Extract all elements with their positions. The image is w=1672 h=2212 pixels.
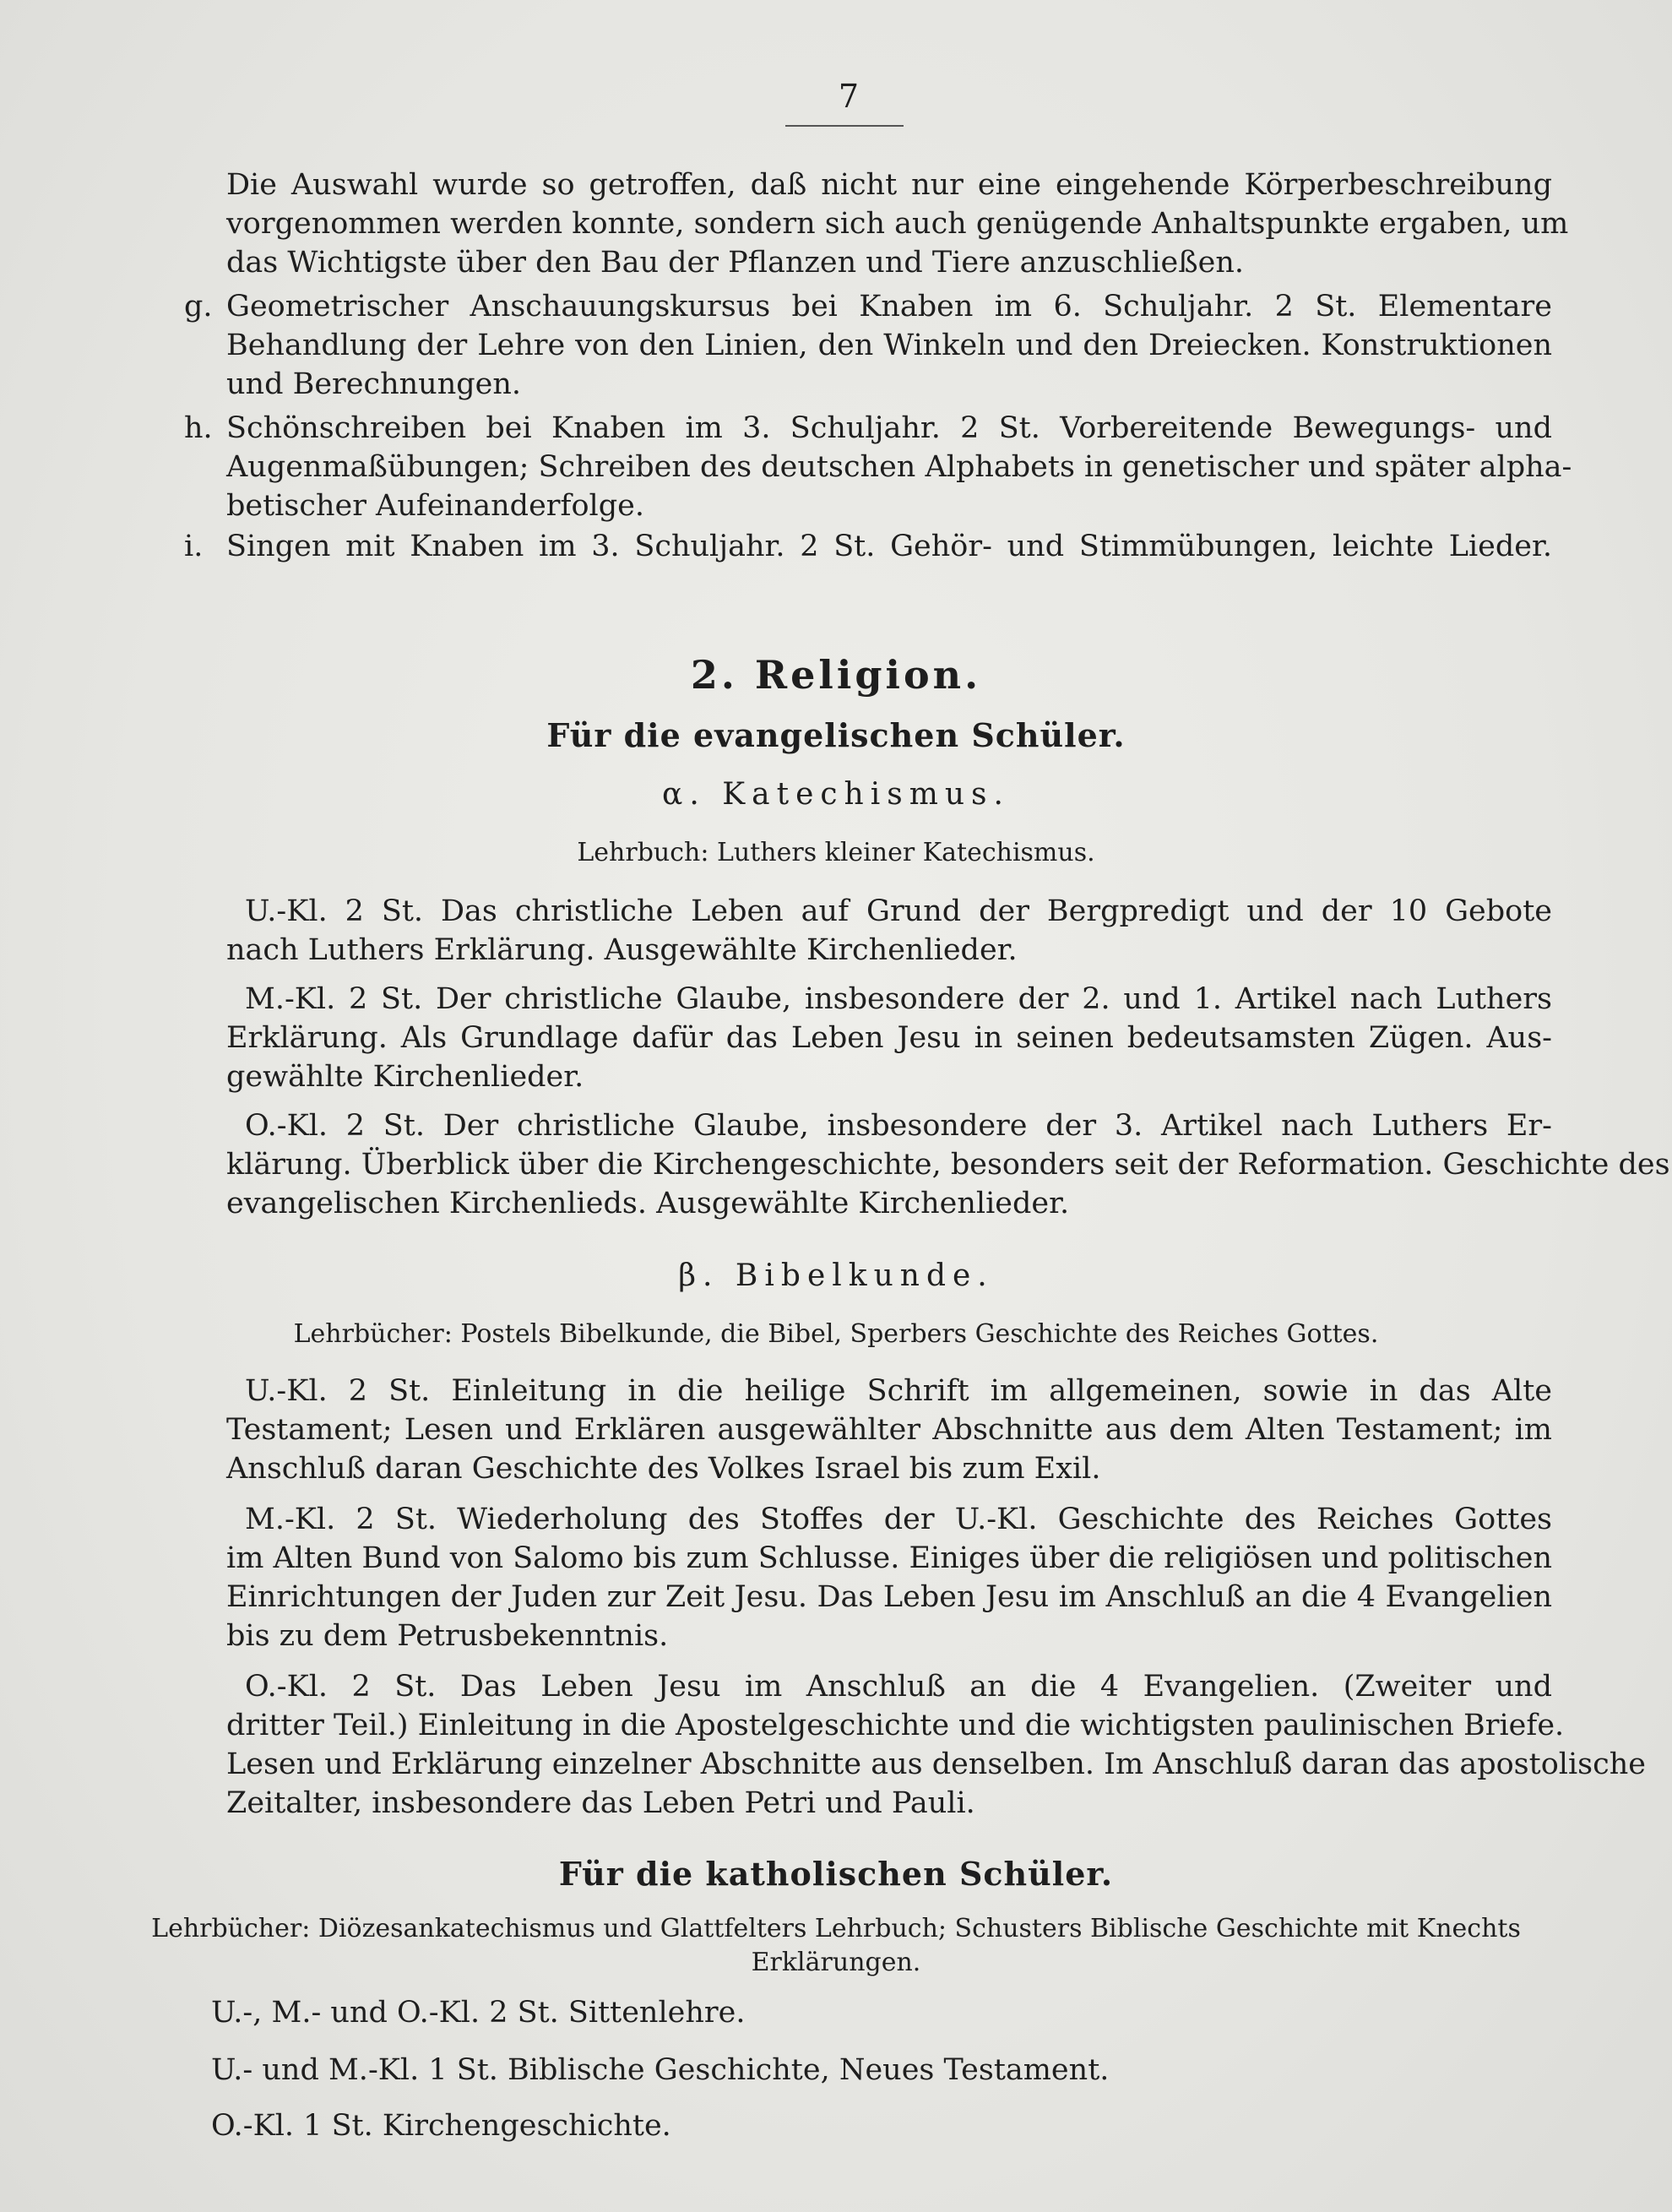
text-line: Lehrbücher: Diözesankatechismus und Glattfelters Lehrbuch; Schusters Biblische Geschichte mit Knechts — [151, 1914, 1521, 1943]
textbook-line: Lehrbücher: Postels Bibelkunde, die Bibel, Sperbers Geschichte des Reiches Gottes. — [293, 1319, 1379, 1349]
catholic-line: U.-, M.- und O.-Kl. 2 St. Sittenlehre. — [211, 1996, 746, 2030]
text-line: M.-Kl. 2 St. Der christliche Glaube, insbesondere der 2. und 1. Artikel nach Luthers — [245, 982, 1552, 1016]
catechism-heading: α. Katechismus. — [662, 777, 1010, 812]
text-line: Erklärungen. — [751, 1948, 921, 1977]
text-line: O.-Kl. 2 St. Der christliche Glaube, insbesondere der 3. Artikel nach Luthers Er- — [245, 1109, 1552, 1143]
item-letter: h. — [184, 411, 213, 445]
catholic-line: O.-Kl. 1 St. Kirchengeschichte. — [211, 2109, 671, 2143]
text-line: das Wichtigste über den Bau der Pflanzen und Tiere anzuschließen. — [226, 246, 1245, 280]
text-line: dritter Teil.) Einleitung in die Apostelgeschichte und die wichtigsten paulinischen Briefe. — [226, 1709, 1565, 1742]
text-line: U.-Kl. 2 St. Einleitung in die heilige Schrift im allgemeinen, sowie in das Alte — [245, 1374, 1552, 1408]
text-line: Die Auswahl wurde so getroffen, daß nicht nur eine eingehende Körperbeschreibung — [226, 168, 1552, 202]
text-line: klärung. Überblick über die Kirchengeschichte, besonders seit der Reformation. Geschichte des — [226, 1148, 1670, 1182]
text-line: Testament; Lesen und Erklären ausgewählter Abschnitte aus dem Alten Testament; im — [226, 1413, 1552, 1447]
text-line: evangelischen Kirchenlieds. Ausgewählte Kirchenlieder. — [226, 1187, 1070, 1220]
text-line: Geometrischer Anschauungskursus bei Knaben im 6. Schuljahr. 2 St. Elementare — [226, 290, 1552, 323]
catholic-line: U.- und M.-Kl. 1 St. Biblische Geschichte, Neues Testament. — [211, 2053, 1110, 2087]
catechism-para-o — [226, 1106, 1670, 1223]
text-line: Augenmaßübungen; Schreiben des deutschen Alphabets in genetischer und später alpha- — [226, 450, 1572, 484]
bible-para-m — [226, 1500, 1552, 1655]
text-line: und Berechnungen. — [226, 367, 522, 401]
evangelical-heading: Für die evangelischen Schüler. — [546, 716, 1126, 754]
text-line: bis zu dem Petrusbekenntnis. — [226, 1619, 669, 1653]
text-line: Erklärung. Als Grundlage dafür das Leben Jesu in seinen bedeutsamsten Zügen. Aus- — [226, 1021, 1552, 1055]
bible-heading: β. Bibelkunde. — [678, 1258, 994, 1293]
catholic-heading: Für die katholischen Schüler. — [558, 1855, 1114, 1893]
item-h-paragraph — [226, 409, 1572, 525]
section-title: 2. Religion. — [690, 652, 982, 698]
text-line: Singen mit Knaben im 3. Schuljahr. 2 St. Gehör- und Stimmübungen, leichte Lieder. — [226, 530, 1552, 563]
bible-para-u — [226, 1372, 1552, 1488]
text-line: im Alten Bund von Salomo bis zum Schlusse. Einiges über die religiösen und politischen — [226, 1541, 1553, 1575]
text-line: gewählte Kirchenlieder. — [226, 1060, 584, 1094]
text-line: betischer Aufeinanderfolge. — [226, 489, 644, 523]
item-i-paragraph — [226, 527, 1552, 566]
text-line: Anschluß daran Geschichte des Volkes Israel bis zum Exil. — [226, 1452, 1101, 1486]
page-number-rule — [785, 125, 904, 127]
catholic-textbook — [0, 1912, 1672, 1980]
item-g-paragraph — [226, 287, 1552, 404]
bible-para-o — [226, 1667, 1646, 1823]
intro-paragraph — [226, 166, 1569, 282]
textbook-line: Lehrbuch: Luthers kleiner Katechismus. — [577, 838, 1095, 867]
item-letter: g. — [184, 290, 213, 323]
item-letter: i. — [184, 530, 204, 563]
text-line: vorgenommen werden konnte, sondern sich auch genügende Anhaltspunkte ergaben, um — [226, 207, 1569, 241]
text-line: O.-Kl. 2 St. Das Leben Jesu im Anschluß an die 4 Evangelien. (Zweiter und — [245, 1670, 1552, 1704]
text-line: Schönschreiben bei Knaben im 3. Schuljahr. 2 St. Vorbereitende Bewegungs- und — [226, 411, 1552, 445]
text-line: Einrichtungen der Juden zur Zeit Jesu. Das Leben Jesu im Anschluß an die 4 Evangelien — [226, 1580, 1552, 1614]
page-number: 7 — [838, 78, 860, 115]
text-line: Lesen und Erklärung einzelner Abschnitte aus denselben. Im Anschluß daran das apostolische — [226, 1747, 1646, 1781]
text-line: Zeitalter, insbesondere das Leben Petri und Pauli. — [226, 1786, 975, 1820]
text-line: U.-Kl. 2 St. Das christliche Leben auf Grund der Bergpredigt und der 10 Gebote — [245, 894, 1552, 928]
catechism-para-u — [226, 892, 1552, 970]
text-line: Behandlung der Lehre von den Linien, den Winkeln und den Dreiecken. Konstruktionen — [226, 329, 1552, 362]
catechism-para-m — [226, 980, 1552, 1096]
text-line: M.-Kl. 2 St. Wiederholung des Stoffes der U.-Kl. Geschichte des Reiches Gottes — [245, 1503, 1552, 1536]
text-line: nach Luthers Erklärung. Ausgewählte Kirchenlieder. — [226, 933, 1018, 967]
